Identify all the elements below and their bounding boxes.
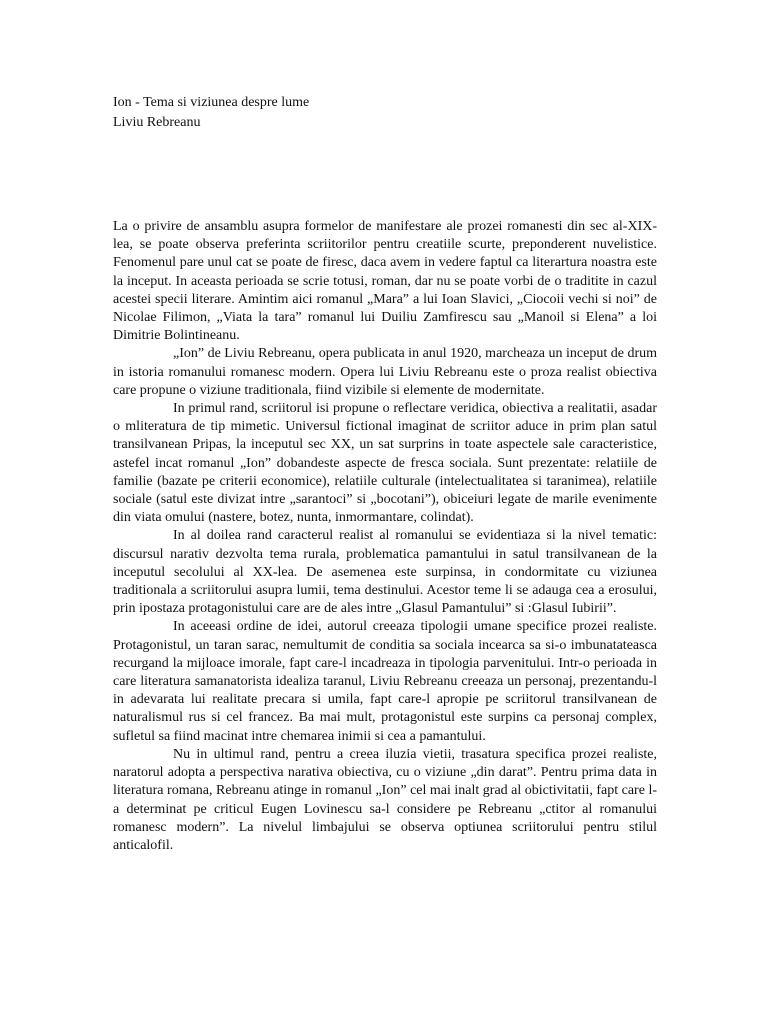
- paragraph-first-argument: In primul rand, scriitorul isi propune o reflectare veridica, obiectiva a realitatii, asadar o mliteratura de tip mimetic. Universul fictional imaginat de scriitor aduce in prim plan satul transilvanean Pripas, la inceputul sec XX, un sat surprins in toate aspectele sale caracteristice, astefel incat romanul „Ion” dobandeste aspecte de fresca sociala. Sunt prezentate: relatiile de familie (bazate pe criterii economice), relatiile culturale (intelectualitatea si taranimea), relatiile sociale (satul este divizat intre „sarantoci” si „bocotani”), obiceiuri legate de marile evenimente din viata omului (nastere, botez, nunta, inmormantare, colindat).: [113, 401, 657, 526]
- paragraph-intro: La o privire de ansamblu asupra formelor de manifestare ale prozei romanesti din sec al-XIX-lea, se poate observa preferinta scriitorilor pentru creatiile scurte, preponderent nuvelistice. Fenomenul pare unul cat se poate de firesc, daca avem in vedere faptul ca literartura noastra este la inceput. In aceasta perioada se scrie totusi, roman, dar nu se poate vorbi de o traditite in cazul acestei specii literare. Amintim aici romanul „Mara” a lui Ioan Slavici, „Ciocoii vechi si noi” de Nicolae Filimon, „Viata la tara” romanul lui Duiliu Zamfirescu sau „Manoil si Elena” a loi Dimitrie Bolintineanu.: [113, 219, 657, 344]
- document-author: Liviu Rebreanu: [113, 115, 201, 130]
- paragraph-second-argument: In al doilea rand caracterul realist al romanului se evidentiaza si la nivel tematic: discursul narativ dezvolta tema rurala, problematica pamantului in satul transilvanean de la inceputul secolului al XX-lea. De asemenea este surpinsa, in condormitate cu viziunea traditionala a scriitorului asupra lumii, tema destinului. Acestor teme li se adauga cea a erosului, prin ipostaza protagonistului care are de ales intre „Glasul Pamantului” si :Glasul Iubirii”.: [113, 528, 657, 617]
- paragraph-ion-overview: „Ion” de Liviu Rebreanu, opera publicata in anul 1920, marcheaza un inceput de drum in istoria romanului romanesc modern. Opera lui Liviu Rebreanu este o proza realist obiectiva care propune o viziune traditionala, fiind vizibile si elemente de modernitate.: [113, 346, 657, 398]
- paragraph-third-argument: In aceeasi ordine de idei, autorul creeaza tipologii umane specifice prozei realiste. Protagonistul, un taran sarac, nemultumit de conditia sa sociala incearca sa si-o imbunatateasca recurgand la mijloace imorale, fapt care-l incadreaza in tipologia parvenitului. Intr-o perioada in care literatura samanatorista idealiza taranul, Liviu Rebreanu creeaza un personaj, prezentandu-l in adevarata lui realitate precara si umila, fapt care-l apropie pe scriitorul transilvanean de naturalismul rus si cel francez. Ba mai mult, protagonistul este surpins ca personaj complex, sufletul sa fiind macinat intre chemarea inimii si cea a pamantului.: [113, 619, 657, 744]
- paragraph-fourth-argument: Nu in ultimul rand, pentru a creea iluzia vietii, trasatura specifica prozei realiste, naratorul adopta a perspectiva narativa obiectiva, cu o viziune „din darat”. Pentru prima data in literatura romana, Rebreanu atinge in romanul „Ion” cel mai inalt grad al obictivitatii, fapt care l-a determinat pe criticul Eugen Lovinescu sa-l considere pe Rebreanu „ctitor al romanului romanesc modern”. La nivelul limbajului se observa optiunea scriitorului pentru stilul anticalofil.: [113, 746, 657, 853]
- document-title: Ion - Tema si viziunea despre lume: [113, 95, 310, 110]
- document-body: [113, 218, 657, 855]
- document-header: [113, 93, 309, 133]
